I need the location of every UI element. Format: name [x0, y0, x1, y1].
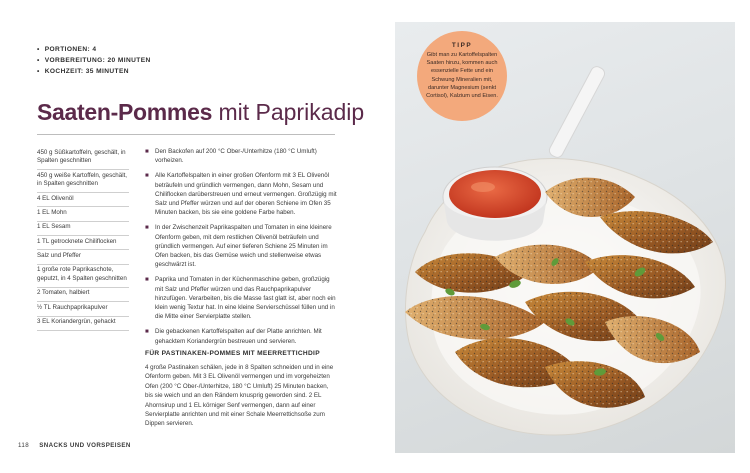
method-step: [145, 275, 337, 321]
step-bullet-icon: ■: [145, 328, 149, 336]
ingredient-item: 2 Tomaten, halbiert: [37, 288, 129, 302]
page-footer: [18, 442, 131, 449]
method-step: [145, 147, 337, 165]
food-photo: [395, 22, 735, 453]
ingredient-item: 4 EL Olivenöl: [37, 193, 129, 207]
title-light: mit Paprikadip: [218, 99, 365, 125]
ingredient-item: 450 g weiße Kartoffeln, geschält, in Spalten geschnitten: [37, 170, 129, 193]
prep-time: • VORBEREITUNG: 20 MINUTEN: [37, 55, 151, 66]
ingredient-item: Salz und Pfeffer: [37, 250, 129, 264]
cook-time: • KOCHZEIT: 35 MINUTEN: [37, 66, 151, 77]
ingredient-item: 1 EL Sesam: [37, 222, 129, 236]
ingredient-item: 1 TL getrocknete Chiliflocken: [37, 236, 129, 250]
step-text: Den Backofen auf 200 °C Ober-/Unterhitze (180 °C Umluft) vorheizen.: [155, 148, 317, 165]
step-bullet-icon: ■: [145, 148, 149, 155]
step-text: Die gebackenen Kartoffelspalten auf der Platte anrichten. Mit gehacktem Koriandergrün bestreuen und servieren.: [155, 328, 322, 345]
variant-heading: FÜR PASTINAKEN-POMMES MIT MEERRETTICHDIP: [145, 350, 320, 357]
variant-text: 4 große Pastinaken schälen, jede in 8 Spalten schneiden und in eine Ofenform geben. Mit 3 EL Olivenöl vermengen und im vorgeheizten Ofen (200 °C Ober-/Unterhitze, 180 °C Umluft) 25 Minuten backen, bis sie weich und an den Rändern knusprig geworden sind. 2 EL Ahornsirup und 1 EL körniger Senf vermengen, dann auf einer Servierplatte anrichten und mit einer Schale Meerrettichsoße zum Dippen servieren.: [145, 364, 334, 428]
servings: • PORTIONEN: 4: [37, 44, 151, 55]
step-text: In der Zwischenzeit Paprikaspalten und Tomaten in eine kleinere Ofenform geben, mit dem restlichen Olivenöl beträufeln und gründlich vermengen. Auf einer tieferen Schiene 25 Minuten im Ofen backen, bis das Gemüse weich und stellenweise etwas geschwärzt ist.: [155, 224, 332, 269]
ingredient-item: 1 große rote Paprikaschote, geputzt, in 4 Spalten geschnitten: [37, 265, 129, 288]
tip-badge: [417, 31, 507, 121]
title-divider: [37, 134, 335, 135]
method-step: [145, 171, 337, 217]
tip-text: Gibt man zu Kartoffelspalten Saaten hinzu, kommen auch essenzielle Fette und ein Schwung Mineralien mit, darunter Magnesium (senkt Cortisol), Kalzium und Eisen.: [426, 52, 498, 100]
title-bold: Saaten-Pommes: [37, 99, 213, 125]
step-text: Paprika und Tomaten in der Küchenmaschine geben, großzügig mit Salz und Pfeffer würzen und das Rauchpaprikapulver hinzufügen. Verarbeiten, bis die Masse fast glatt ist, aber noch ein klein wenig Textur hat. In eine kleine Servierschüssel füllen und in die Mitte einer Servierplatte stellen.: [155, 276, 336, 321]
ingredient-item: 3 EL Koriandergrün, gehackt: [37, 317, 129, 331]
ingredient-item: 1 EL Mohn: [37, 207, 129, 221]
section-name: SNACKS UND VORSPEISEN: [39, 442, 131, 449]
method-step: [145, 327, 337, 345]
step-bullet-icon: ■: [145, 224, 149, 232]
ingredients-list: [37, 147, 129, 331]
step-text: Alle Kartoffelspalten in einer großen Ofenform mit 3 EL Olivenöl beträufeln und gründlich vermengen, dann Mohn, Sesam und Chiliflocken darüberstreuen und erneut vermengen. Großzügig mit Salz und Pfeffer würzen und auf der oberen Schiene im Ofen 35 Minuten backen, bis sie eine goldene Farbe haben.: [155, 172, 337, 217]
tip-label: TIPP: [451, 42, 473, 49]
recipe-meta: [37, 44, 151, 77]
ingredient-item: ½ TL Rauchpaprikapulver: [37, 302, 129, 316]
method-step: [145, 223, 337, 269]
method-steps: [145, 147, 337, 352]
page-number: 118: [18, 442, 30, 449]
recipe-title: [37, 98, 364, 126]
step-bullet-icon: ■: [145, 172, 149, 180]
ingredient-item: 450 g Süßkartoffeln, geschält, in Spalten geschnitten: [37, 147, 129, 170]
step-bullet-icon: ■: [145, 276, 149, 284]
